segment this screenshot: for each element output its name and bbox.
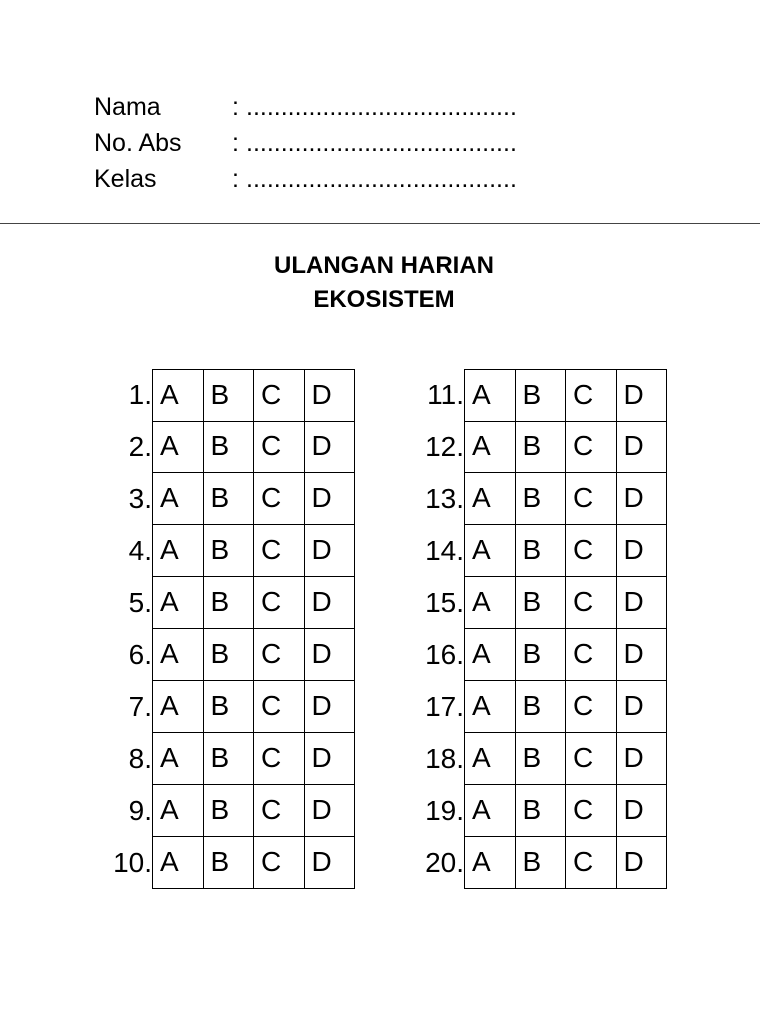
option-cell-b[interactable]: B xyxy=(516,370,567,422)
header-divider xyxy=(0,223,760,224)
answer-row xyxy=(96,473,355,525)
page-title: ULANGAN HARIAN xyxy=(274,252,494,279)
option-cell-c[interactable]: C xyxy=(254,681,305,733)
answer-row xyxy=(96,837,355,889)
option-cell-a[interactable]: A xyxy=(153,577,204,629)
page-subtitle: EKOSISTEM xyxy=(313,286,455,313)
option-cell-d[interactable]: D xyxy=(617,577,668,629)
option-cell-c[interactable]: C xyxy=(254,577,305,629)
option-grid xyxy=(152,629,355,681)
option-cell-a[interactable]: A xyxy=(153,370,204,422)
option-grid xyxy=(152,473,355,525)
question-number: 11. xyxy=(427,379,464,410)
answer-row xyxy=(408,629,667,681)
option-cell-b[interactable]: B xyxy=(204,837,255,889)
option-cell-a[interactable]: A xyxy=(465,733,516,785)
option-cell-d[interactable]: D xyxy=(617,421,668,473)
answer-row xyxy=(96,577,355,629)
option-cell-a[interactable]: A xyxy=(465,473,516,525)
answer-row xyxy=(408,473,667,525)
option-cell-d[interactable]: D xyxy=(617,525,668,577)
option-cell-c[interactable]: C xyxy=(566,837,617,889)
option-cell-a[interactable]: A xyxy=(465,837,516,889)
option-grid xyxy=(464,629,667,681)
answer-row xyxy=(408,525,667,577)
option-cell-b[interactable]: B xyxy=(204,733,255,785)
answer-row xyxy=(96,681,355,733)
option-cell-b[interactable]: B xyxy=(204,577,255,629)
option-cell-b[interactable]: B xyxy=(516,785,567,837)
question-number: 14. xyxy=(425,535,464,566)
option-cell-a[interactable]: A xyxy=(153,785,204,837)
answer-row xyxy=(408,577,667,629)
question-number: 2. xyxy=(128,431,152,462)
option-grid xyxy=(464,577,667,629)
answer-row xyxy=(408,681,667,733)
option-cell-c[interactable]: C xyxy=(566,421,617,473)
option-cell-b[interactable]: B xyxy=(204,785,255,837)
option-cell-b[interactable]: B xyxy=(516,681,567,733)
name-label: Nama xyxy=(94,92,161,121)
attendance-number-label: No. Abs xyxy=(94,128,182,157)
option-cell-a[interactable]: A xyxy=(465,525,516,577)
question-number: 10. xyxy=(113,847,152,878)
attendance-number-colon: : xyxy=(232,128,239,157)
option-cell-c[interactable]: C xyxy=(254,421,305,473)
question-number: 6. xyxy=(128,639,152,670)
name-row xyxy=(94,89,517,125)
option-cell-d[interactable]: D xyxy=(305,681,356,733)
option-cell-a[interactable]: A xyxy=(153,525,204,577)
option-cell-b[interactable]: B xyxy=(204,681,255,733)
option-grid xyxy=(464,681,667,733)
option-cell-c[interactable]: C xyxy=(566,629,617,681)
option-cell-c[interactable]: C xyxy=(254,785,305,837)
option-cell-b[interactable]: B xyxy=(516,525,567,577)
option-cell-c[interactable]: C xyxy=(254,525,305,577)
class-colon: : xyxy=(232,164,239,193)
option-grid xyxy=(464,369,667,421)
option-cell-d[interactable]: D xyxy=(305,785,356,837)
option-cell-d[interactable]: D xyxy=(305,421,356,473)
option-cell-d[interactable]: D xyxy=(305,525,356,577)
option-cell-b[interactable]: B xyxy=(204,473,255,525)
answer-row xyxy=(408,369,667,421)
question-number: 4. xyxy=(128,535,152,566)
option-grid xyxy=(464,421,667,473)
answer-row xyxy=(96,525,355,577)
option-cell-d[interactable]: D xyxy=(305,473,356,525)
option-cell-c[interactable]: C xyxy=(566,733,617,785)
class-row xyxy=(94,161,517,197)
answer-row xyxy=(408,421,667,473)
option-cell-b[interactable]: B xyxy=(516,421,567,473)
option-cell-d[interactable]: D xyxy=(305,837,356,889)
question-number: 19. xyxy=(425,795,464,826)
answer-row xyxy=(408,785,667,837)
option-cell-d[interactable]: D xyxy=(305,370,356,422)
option-cell-d[interactable]: D xyxy=(305,733,356,785)
option-cell-a[interactable]: A xyxy=(153,421,204,473)
option-grid xyxy=(152,785,355,837)
option-cell-b[interactable]: B xyxy=(516,837,567,889)
student-info-block xyxy=(94,89,517,197)
option-grid xyxy=(464,837,667,889)
question-number: 13. xyxy=(425,483,464,514)
option-grid xyxy=(152,369,355,421)
answer-row xyxy=(96,733,355,785)
option-cell-b[interactable]: B xyxy=(204,421,255,473)
answer-row xyxy=(96,421,355,473)
question-number: 9. xyxy=(128,795,152,826)
name-blank: ....................................... xyxy=(246,92,517,121)
option-cell-d[interactable]: D xyxy=(305,629,356,681)
option-grid xyxy=(152,681,355,733)
option-cell-c[interactable]: C xyxy=(566,525,617,577)
answer-row xyxy=(96,785,355,837)
option-cell-a[interactable]: A xyxy=(153,473,204,525)
option-cell-a[interactable]: A xyxy=(465,577,516,629)
option-grid xyxy=(152,421,355,473)
question-number: 8. xyxy=(128,743,152,774)
option-cell-d[interactable]: D xyxy=(305,577,356,629)
option-cell-a[interactable]: A xyxy=(465,421,516,473)
option-grid xyxy=(152,733,355,785)
option-cell-b[interactable]: B xyxy=(204,525,255,577)
answer-row xyxy=(408,837,667,889)
attendance-number-row xyxy=(94,125,517,161)
option-cell-d[interactable]: D xyxy=(617,837,668,889)
answer-column-right xyxy=(408,369,667,889)
question-number: 20. xyxy=(425,847,464,878)
class-label: Kelas xyxy=(94,164,157,193)
option-cell-c[interactable]: C xyxy=(566,473,617,525)
option-cell-a[interactable]: A xyxy=(153,733,204,785)
question-number: 15. xyxy=(425,587,464,618)
question-number: 18. xyxy=(425,743,464,774)
option-cell-c[interactable]: C xyxy=(254,629,305,681)
option-cell-c[interactable]: C xyxy=(254,370,305,422)
option-cell-d[interactable]: D xyxy=(617,370,668,422)
option-cell-d[interactable]: D xyxy=(617,629,668,681)
question-number: 7. xyxy=(128,691,152,722)
option-cell-c[interactable]: C xyxy=(254,733,305,785)
option-grid xyxy=(152,837,355,889)
answer-row xyxy=(96,629,355,681)
option-grid xyxy=(464,733,667,785)
option-cell-d[interactable]: D xyxy=(617,681,668,733)
option-cell-a[interactable]: A xyxy=(153,681,204,733)
answer-column-left xyxy=(96,369,355,889)
option-cell-d[interactable]: D xyxy=(617,733,668,785)
attendance-number-blank: ....................................... xyxy=(246,128,517,157)
option-cell-c[interactable]: C xyxy=(254,837,305,889)
question-number: 16. xyxy=(425,639,464,670)
question-number: 17. xyxy=(425,691,464,722)
option-grid xyxy=(464,785,667,837)
answer-row xyxy=(96,369,355,421)
question-number: 3. xyxy=(128,483,152,514)
option-cell-a[interactable]: A xyxy=(465,629,516,681)
option-cell-c[interactable]: C xyxy=(566,785,617,837)
option-cell-b[interactable]: B xyxy=(516,629,567,681)
question-number: 12. xyxy=(425,431,464,462)
option-cell-c[interactable]: C xyxy=(254,473,305,525)
question-number: 5. xyxy=(128,587,152,618)
option-grid xyxy=(464,525,667,577)
option-cell-b[interactable]: B xyxy=(516,577,567,629)
class-blank: ....................................... xyxy=(246,164,517,193)
option-cell-a[interactable]: A xyxy=(153,837,204,889)
option-cell-b[interactable]: B xyxy=(204,629,255,681)
option-cell-c[interactable]: C xyxy=(566,370,617,422)
option-cell-a[interactable]: A xyxy=(465,785,516,837)
option-cell-b[interactable]: B xyxy=(516,733,567,785)
question-number: 1. xyxy=(128,379,152,410)
name-colon: : xyxy=(232,92,239,121)
option-cell-c[interactable]: C xyxy=(566,681,617,733)
option-cell-a[interactable]: A xyxy=(465,681,516,733)
option-cell-c[interactable]: C xyxy=(566,577,617,629)
option-grid xyxy=(152,525,355,577)
option-cell-b[interactable]: B xyxy=(516,473,567,525)
answer-row xyxy=(408,733,667,785)
option-cell-a[interactable]: A xyxy=(153,629,204,681)
option-cell-b[interactable]: B xyxy=(204,370,255,422)
option-cell-a[interactable]: A xyxy=(465,370,516,422)
option-grid xyxy=(152,577,355,629)
option-cell-d[interactable]: D xyxy=(617,473,668,525)
option-grid xyxy=(464,473,667,525)
option-cell-d[interactable]: D xyxy=(617,785,668,837)
